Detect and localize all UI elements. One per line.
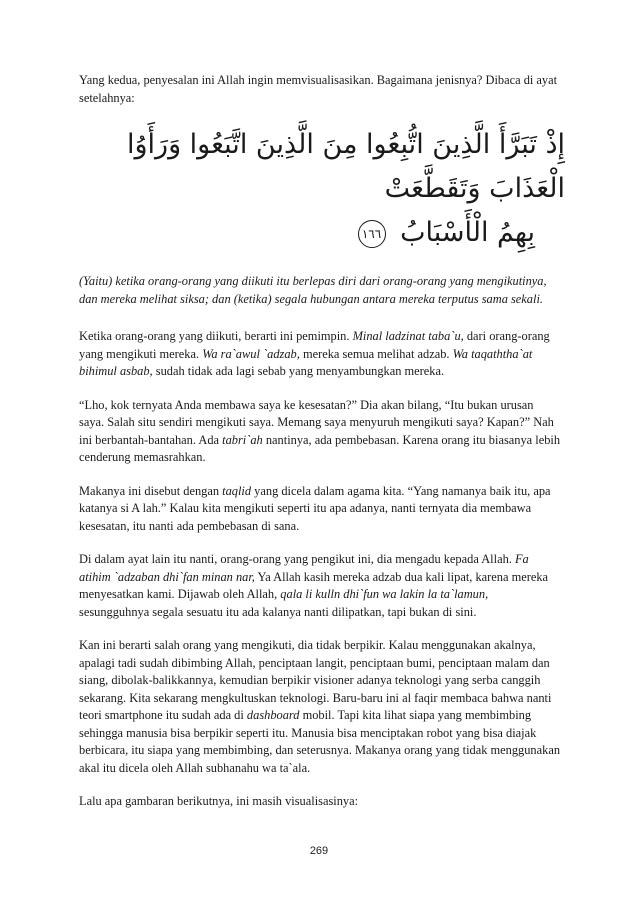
verse-line-2-wrap <box>79 211 565 255</box>
quran-verse <box>79 123 565 255</box>
ayah-number-marker: ١٦٦ <box>358 220 386 248</box>
paragraph-3 <box>79 483 561 536</box>
transliteration: Wa ra`awul `adzab, <box>202 346 300 361</box>
text: mereka semua melihat adzab. <box>299 346 453 361</box>
emphasis: dashboard <box>246 708 300 722</box>
paragraph-1 <box>79 328 561 381</box>
paragraph-2 <box>79 397 561 467</box>
text: dari orang-orang yang mengikuti mereka. <box>79 329 550 361</box>
text: Ya Allah kasih mereka adzab dua kali lipat, karena mereka menyesatkan kami. Dijawab oleh Allah, <box>79 569 549 601</box>
transliteration: Wa taqaththa`at bihimul asbab, <box>79 346 533 378</box>
text: Di dalam ayat lain itu nanti, orang-orang yang pengikut ini, dia mengadu kepada Allah. <box>79 552 515 566</box>
document-body <box>79 72 565 827</box>
transliteration: Fa atihim `adzaban dhi`fan minan nar, <box>79 552 529 584</box>
verse-translation: (Yaitu) ketika orang-orang yang diikuti itu berlepas diri dari orang-orang yang mengikutinya, dan mereka melihat siksa; dan (ketika) segala hubungan antara mereka terputus sama sekali. <box>79 274 547 306</box>
text: nantinya, ada pembebasan. Karena orang itu biasanya lebih cenderung memasrahkan. <box>79 432 561 464</box>
paragraph-5 <box>79 637 561 777</box>
transliteration: taqlid <box>222 483 252 498</box>
intro-paragraph: Yang kedua, penyesalan ini Allah ingin memvisualisasikan. Bagaimana jenisnya? Dibaca di ayat setelahnya: <box>79 73 558 105</box>
text: sudah tidak ada lagi sebab yang menyambungkan mereka. <box>152 364 445 378</box>
text: Makanya ini disebut dengan <box>79 483 223 498</box>
transliteration: tabri`ah <box>222 432 263 447</box>
closing-paragraph: Lalu apa gambaran berikutnya, ini masih visualisasinya: <box>79 794 359 808</box>
text: sesungguhnya segala sesuatu itu ada kalanya nanti dilipatkan, tapi bukan di sini. <box>79 604 477 619</box>
verse-line-1: إِذْ تَبَرَّأَ الَّذِينَ اتُّبِعُوا مِنَ الَّذِينَ اتَّبَعُوا وَرَأَوُا الْعَذَابَ وَتَقَطَّعَتْ <box>126 129 565 204</box>
text: Ketika orang-orang yang diikuti, berarti ini pemimpin. <box>79 329 353 343</box>
transliteration: Minal ladzinat taba`u, <box>352 329 464 343</box>
text: Kan ini berarti salah orang yang mengikuti, dia tidak berpikir. Kalau menggunakan akalnya, apalagi tadi sudah dibimbing Allah, penciptaan langit, penciptaan bumi, penciptaan malam dan siang, dibolak-balikkannya, kemudian berpikir visioner adanya teknologi yang serba canggih sekarang. Kita sekarang mengkultuskan teknologi. Baru-baru ini al faqir membaca bahwa nanti teori smartphone itu sudah ada di <box>79 638 552 722</box>
transliteration: qala li kulln dhi`fun wa lakin la ta`lamun, <box>280 587 489 601</box>
verse-line-2: بِهِمُ الْأَسْبَابُ <box>400 217 535 248</box>
text: “Lho, kok ternyata Anda membawa saya ke kesesatan?” Dia akan bilang, “Itu bukan urusan saya. Salah situ sendiri mengikuti saya. Memang saya menyuruh mengikuti saya? Kapan?” Nah ini berbantah-bantahan. Ada <box>79 397 554 447</box>
page-number: 269 <box>309 845 329 857</box>
text: mobil. Tapi kita lihat siapa yang membimbing sehingga manusia bisa berpikir seperti itu. Manusia bisa menciptakan robot yang bisa diajak berbicara, itu siapa yang membimbing, dan seterusnya. Makanya orang yang tidak menggunakan akal itu dicela oleh Allah subhanahu wa ta`ala. <box>79 708 561 775</box>
paragraph-4 <box>79 551 561 621</box>
text: yang dicela dalam agama kita. “Yang namanya baik itu, apa katanya si A lah.” Kalau kita mengikuti seperti itu apa adanya, nanti ternyata dia membawa kesesatan, itu nanti ada pembebasan di sana. <box>79 483 551 533</box>
